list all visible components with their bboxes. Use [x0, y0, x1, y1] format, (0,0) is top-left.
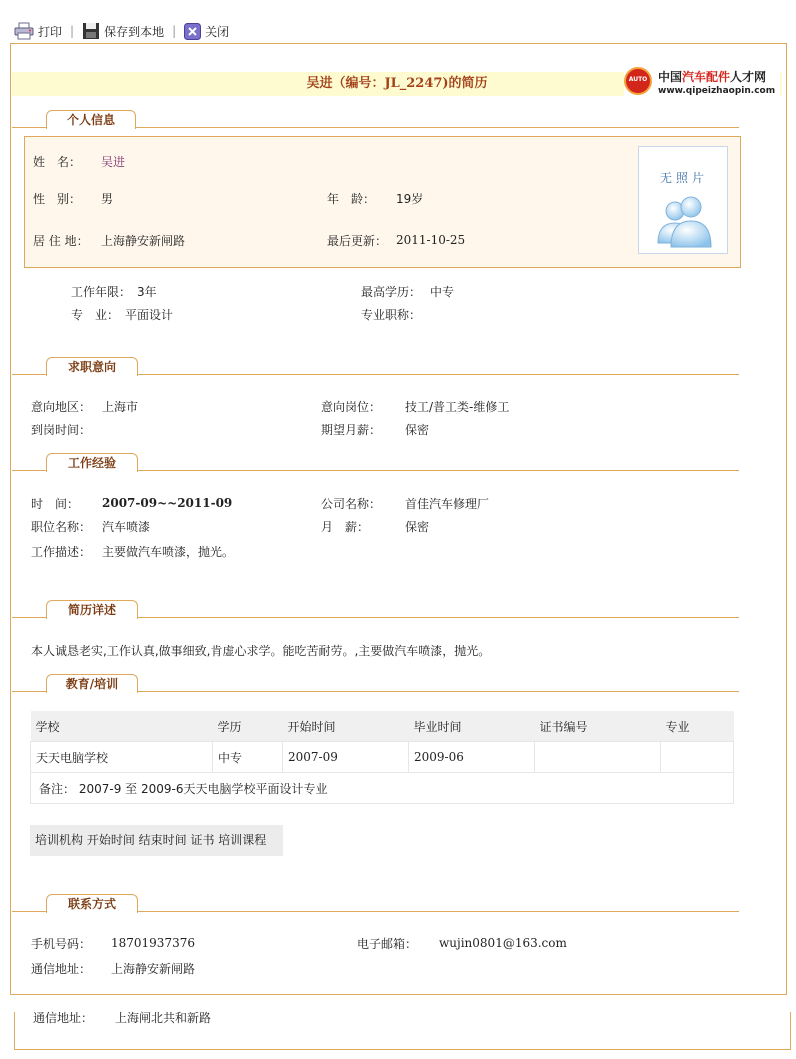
updated-value: 2011-10-25 — [396, 233, 466, 247]
column-header: 毕业时间 — [409, 711, 535, 742]
note-label: 备注： — [39, 781, 76, 796]
table-cell: 中专 — [213, 742, 283, 773]
years-label: 工作年限： — [71, 285, 132, 299]
position-label: 意向岗位： — [321, 400, 382, 414]
section-tab-detail: 简历详述 — [46, 600, 138, 619]
save-label: 保存到本地 — [104, 24, 165, 39]
print-label: 打印 — [38, 24, 63, 39]
degree-value: 中专 — [430, 285, 455, 299]
logo-text-suffix: 人才网 — [730, 70, 767, 84]
toolbar-separator: | — [172, 24, 177, 38]
note-value: 2007-9 至 2009-6天天电脑学校平面设计专业 — [78, 781, 328, 796]
column-header: 开始时间 — [283, 711, 409, 742]
table-note-row — [31, 773, 734, 804]
position-value: 技工/普工类-维修工 — [405, 400, 510, 414]
toolbar-separator: | — [70, 24, 75, 38]
gender-label: 性 别： — [33, 192, 82, 206]
job-label: 职位名称： — [31, 520, 92, 534]
email-label: 电子邮箱： — [357, 937, 418, 951]
address2-label: 通信地址： — [33, 1011, 94, 1025]
years-value: 3年 — [137, 285, 157, 299]
degree-label: 最高学历： — [361, 285, 422, 299]
close-label: 关闭 — [205, 24, 230, 39]
column-header: 专业 — [661, 711, 734, 742]
bottom-frame-left — [14, 1012, 15, 1050]
bottom-frame-bottom — [14, 1049, 791, 1050]
region-value: 上海市 — [102, 400, 139, 414]
table-note-cell — [31, 773, 734, 804]
address2-value: 上海闸北共和新路 — [115, 1011, 212, 1025]
site-logo[interactable] — [624, 64, 780, 104]
job-value: 汽车喷漆 — [102, 520, 151, 534]
name-label: 姓 名： — [33, 155, 82, 169]
section-tab-personal: 个人信息 — [46, 110, 136, 129]
printer-icon — [14, 22, 34, 40]
section-tab-work: 工作经验 — [46, 453, 138, 472]
company-label: 公司名称： — [321, 497, 382, 511]
company-value: 首佳汽车修理厂 — [405, 497, 490, 511]
section-tab-intent: 求职意向 — [46, 357, 138, 376]
major-value: 平面设计 — [125, 308, 174, 322]
work-desc-label: 工作描述： — [31, 545, 92, 559]
column-header: 学校 — [31, 711, 213, 742]
section-tab-education: 教育/培训 — [46, 674, 138, 693]
arrival-label: 到岗时间： — [31, 423, 92, 437]
bottom-frame-right — [790, 1012, 791, 1050]
gender-value: 男 — [101, 192, 114, 206]
address-value: 上海静安新闸路 — [111, 962, 196, 976]
close-icon — [184, 23, 201, 40]
page-title: 吴进（编号：JL_2247)的简历 — [306, 76, 488, 91]
logo-text-highlight: 汽车配件 — [682, 70, 731, 84]
age-value: 19岁 — [396, 192, 424, 206]
column-header: 证书编号 — [535, 711, 661, 742]
table-cell: 天天电脑学校 — [31, 742, 213, 773]
floppy-disk-icon — [82, 22, 100, 40]
address-label: 通信地址： — [31, 962, 92, 976]
logo-url: www.qipeizhaopin.com — [658, 86, 776, 96]
photo-text: 无照片 — [659, 171, 708, 185]
user-silhouette-icon — [655, 195, 713, 249]
title-label: 专业职称： — [361, 308, 422, 322]
work-time-label: 时 间： — [31, 497, 80, 511]
salary-label: 期望月薪： — [321, 423, 382, 437]
major-label: 专 业： — [71, 308, 120, 322]
section-tab-contact: 联系方式 — [46, 894, 138, 913]
email-value[interactable]: wujin0801@163.com — [439, 936, 567, 950]
phone-value: 18701937376 — [111, 936, 195, 950]
training-header: 培训机构 开始时间 结束时间 证书 培训课程 — [30, 825, 283, 856]
save-button[interactable] — [82, 22, 164, 40]
region-label: 意向地区： — [31, 400, 92, 414]
column-header: 学历 — [213, 711, 283, 742]
work-time-value: 2007-09~~2011-09 — [102, 496, 233, 510]
phone-label: 手机号码： — [31, 937, 92, 951]
toolbar — [14, 20, 229, 42]
detail-text: 本人诚恳老实,工作认真,做事细致,肯虚心求学。能吃苦耐劳。,主要做汽车喷漆，抛光。 — [31, 644, 491, 658]
education-table — [30, 711, 734, 804]
logo-text-prefix: 中国 — [658, 70, 683, 84]
table-cell — [661, 742, 734, 773]
table-cell — [535, 742, 661, 773]
table-cell: 2007-09 — [283, 742, 409, 773]
work-salary-label: 月 薪： — [321, 520, 370, 534]
close-button[interactable] — [184, 23, 229, 40]
work-salary-value: 保密 — [405, 520, 430, 534]
name-value: 吴进 — [101, 155, 126, 169]
age-label: 年 龄： — [327, 192, 376, 206]
table-cell: 2009-06 — [409, 742, 535, 773]
print-button[interactable] — [14, 22, 62, 40]
residence-value: 上海静安新闸路 — [101, 234, 186, 248]
table-header-row — [31, 711, 734, 742]
salary-value: 保密 — [405, 423, 430, 437]
residence-label: 居 住 地： — [33, 234, 89, 248]
photo-placeholder — [638, 146, 728, 254]
table-row — [31, 742, 734, 773]
work-desc-value: 主要做汽车喷漆，抛光。 — [102, 545, 235, 559]
logo-badge-text: AUTO — [628, 76, 648, 83]
logo-text — [658, 68, 766, 85]
updated-label: 最后更新： — [327, 234, 388, 248]
